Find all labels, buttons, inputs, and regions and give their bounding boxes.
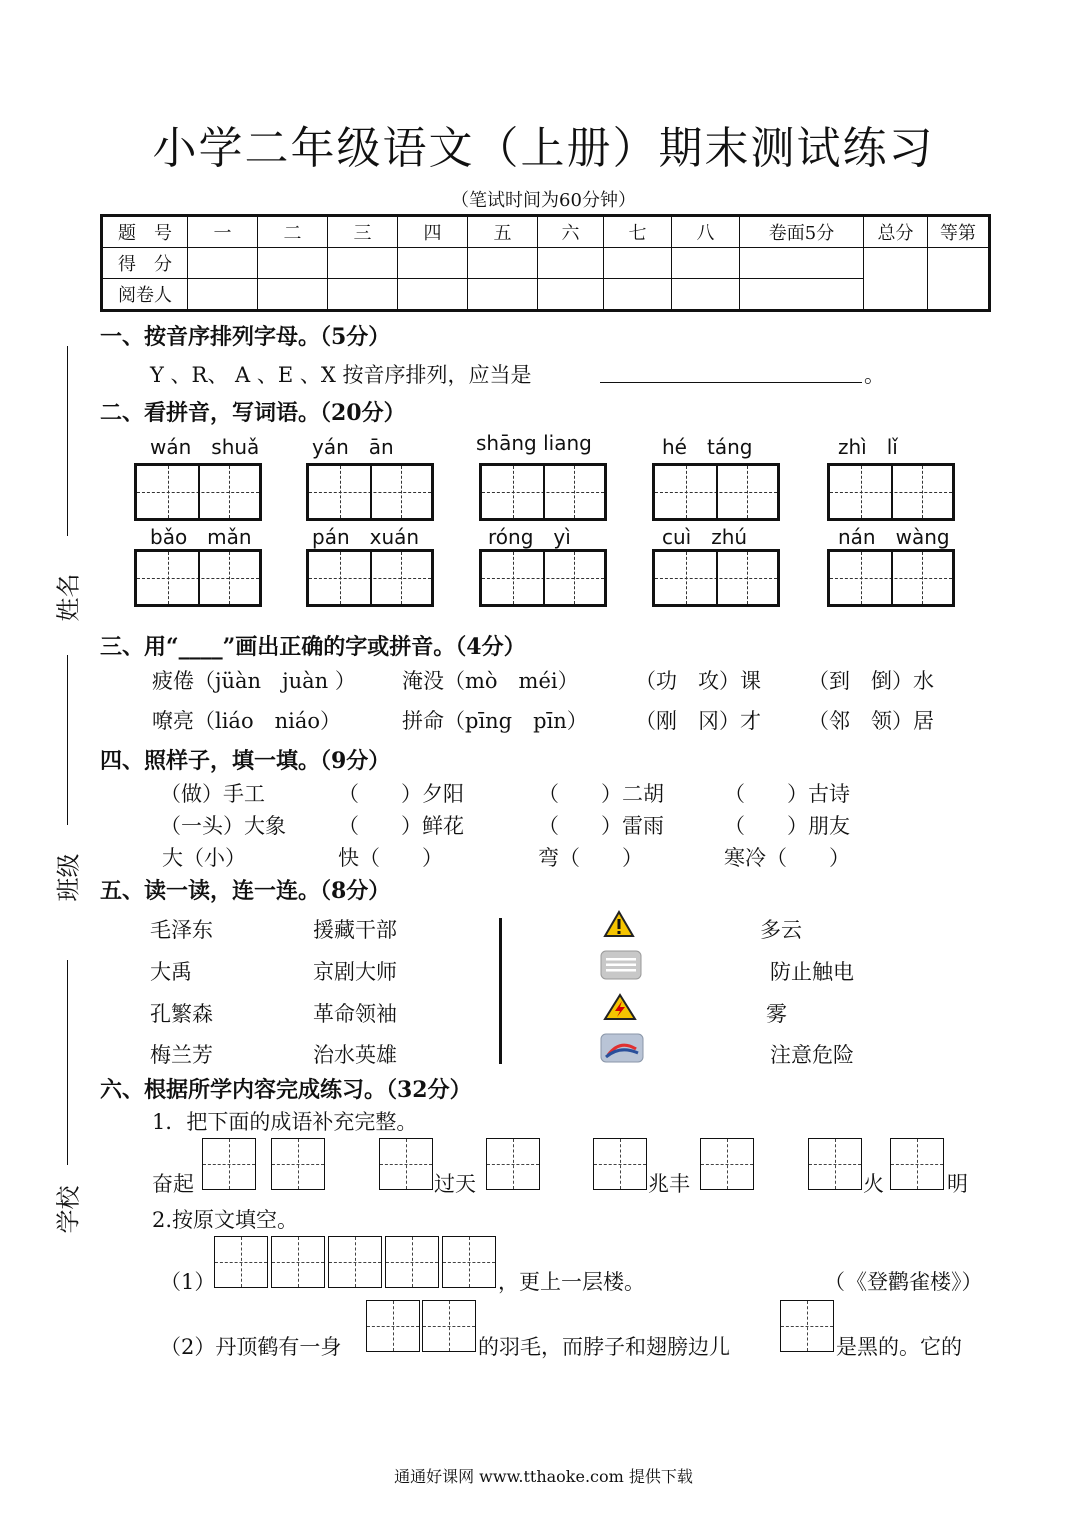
writing-box[interactable] <box>134 549 262 607</box>
person-role[interactable]: 治水英雄 <box>313 1043 397 1067</box>
header-cell: 七 <box>604 216 672 248</box>
section-5-heading: 五、读一读，连一连。（8分） <box>100 878 391 904</box>
writing-box[interactable] <box>134 463 262 521</box>
idiom-text: 兆丰 <box>648 1172 690 1196</box>
pinyin-label: shāng liang <box>476 431 592 455</box>
class-label: 班级 <box>54 853 83 902</box>
score-row <box>102 248 990 279</box>
section-1-end: 。 <box>864 363 885 387</box>
fill-item[interactable]: （ ）古诗 <box>724 782 850 806</box>
poem-box[interactable] <box>271 1236 325 1288</box>
idiom-box[interactable] <box>379 1138 433 1190</box>
passage-text: （2）丹顶鹤有一身 <box>160 1335 342 1359</box>
poem-box[interactable] <box>328 1236 382 1288</box>
header-cell: 题 号 <box>102 216 188 248</box>
score-cell[interactable] <box>328 248 398 279</box>
fill-item[interactable]: （ ）雷雨 <box>538 814 664 838</box>
section-6-heading: 六、根据所学内容完成练习。（32分） <box>100 1077 472 1103</box>
header-cell: 五 <box>468 216 538 248</box>
writing-box[interactable] <box>652 463 780 521</box>
poem-source: 《登鹳雀楼》） <box>846 1270 983 1294</box>
person-name[interactable]: 大禹 <box>150 960 192 984</box>
fill-item[interactable]: 寒冷（ ） <box>724 846 850 870</box>
header-cell: 六 <box>538 216 604 248</box>
choice-item[interactable]: 疲倦（jüàn juàn ） <box>152 669 356 693</box>
section-2-heading: 二、看拼音，写词语。（20分） <box>100 400 406 426</box>
pinyin-label: nán wàng <box>838 525 950 549</box>
person-name[interactable]: 梅兰芳 <box>150 1043 213 1067</box>
fill-item[interactable]: （ ）二胡 <box>538 782 664 806</box>
grader-cell[interactable] <box>672 279 740 311</box>
pinyin-label: hé táng <box>662 435 753 459</box>
header-cell: 等第 <box>928 216 990 248</box>
icon-meaning[interactable]: 多云 <box>760 918 802 942</box>
choice-item[interactable]: （到 倒）水 <box>808 669 934 693</box>
idiom-text: 火 <box>863 1172 884 1196</box>
fill-item[interactable]: 快（ ） <box>338 846 443 870</box>
total-score-cell[interactable] <box>864 248 928 311</box>
writing-box[interactable] <box>652 549 780 607</box>
icon-meaning[interactable]: 雾 <box>766 1002 787 1026</box>
pinyin-label: bǎo mǎn <box>150 525 252 549</box>
grade-cell[interactable] <box>928 248 990 311</box>
fill-item[interactable]: 弯（ ） <box>538 846 643 870</box>
pinyin-label: pán xuán <box>312 525 420 549</box>
warning-triangle-icon[interactable] <box>603 910 635 938</box>
poem-box[interactable] <box>214 1236 268 1288</box>
score-cell[interactable] <box>538 248 604 279</box>
writing-box[interactable] <box>827 549 955 607</box>
choice-item[interactable]: 拼命（pīng pīn） <box>402 709 588 733</box>
poem-number: （1） <box>160 1270 216 1294</box>
writing-box[interactable] <box>827 463 955 521</box>
score-cell[interactable] <box>258 248 328 279</box>
choice-item[interactable]: （邻 领）居 <box>808 709 934 733</box>
writing-box[interactable] <box>479 549 607 607</box>
cloudy-weather-icon[interactable] <box>600 1033 644 1063</box>
header-cell: 总分 <box>864 216 928 248</box>
icon-meaning[interactable]: 防止触电 <box>770 960 854 984</box>
footer-text: 通通好课网 www.tthaoke.com 提供下载 <box>394 1467 693 1486</box>
person-role[interactable]: 京剧大师 <box>313 960 397 984</box>
margin-line <box>67 346 68 536</box>
idiom-box[interactable] <box>202 1138 256 1190</box>
poem-box[interactable] <box>442 1236 496 1288</box>
person-role[interactable]: 革命领袖 <box>313 1002 397 1026</box>
idiom-box[interactable] <box>808 1138 862 1190</box>
idiom-box[interactable] <box>271 1138 325 1190</box>
score-cell[interactable] <box>740 248 864 279</box>
choice-item[interactable]: 嘹亮（liáo niáo） <box>152 709 341 733</box>
idiom-text: 奋起 <box>152 1172 194 1196</box>
passage-text: 是黑的。它的 <box>836 1335 962 1359</box>
header-cell: 八 <box>672 216 740 248</box>
passage-box[interactable] <box>366 1300 420 1352</box>
lightning-warning-icon[interactable] <box>603 993 637 1021</box>
score-header-row <box>102 216 990 248</box>
choice-item[interactable]: （刚 冈）才 <box>635 709 761 733</box>
idiom-box[interactable] <box>700 1138 754 1190</box>
question-1: 1．把下面的成语补充完整。 <box>152 1110 418 1134</box>
grader-cell[interactable] <box>740 279 864 311</box>
school-label: 学校 <box>54 1185 83 1234</box>
choice-item[interactable]: 淹没（mò méi） <box>402 669 579 693</box>
fog-lines-icon[interactable] <box>600 950 642 980</box>
idiom-box[interactable] <box>593 1138 647 1190</box>
page-title: 小学二年级语文（上册）期末测试练习 <box>152 123 935 174</box>
poem-source-open: （ <box>824 1270 845 1294</box>
header-cell: 四 <box>398 216 468 248</box>
margin-line <box>67 960 68 1165</box>
passage-box[interactable] <box>780 1300 834 1352</box>
answer-blank[interactable] <box>600 357 862 383</box>
row-label: 阅卷人 <box>102 279 188 311</box>
idiom-box[interactable] <box>890 1138 944 1190</box>
pinyin-label: róng yì <box>488 525 571 549</box>
header-cell: 二 <box>258 216 328 248</box>
writing-box[interactable] <box>306 549 434 607</box>
fill-item[interactable]: （ ）夕阳 <box>338 782 464 806</box>
fill-item: （一头）大象 <box>160 814 286 838</box>
row-label: 得 分 <box>102 248 188 279</box>
choice-item[interactable]: （功 攻）课 <box>635 669 761 693</box>
margin-line <box>67 655 68 825</box>
section-1-text: Y 、R、 A 、E 、X 按音序排列，应当是 <box>150 363 532 387</box>
header-cell: 卷面5分 <box>740 216 864 248</box>
person-role[interactable]: 援藏干部 <box>313 918 397 942</box>
section-4-heading: 四、照样子，填一填。（9分） <box>100 748 391 774</box>
person-name[interactable]: 毛泽东 <box>150 918 213 942</box>
fill-item: 大（小） <box>162 846 246 870</box>
grader-cell[interactable] <box>468 279 538 311</box>
header-cell: 三 <box>328 216 398 248</box>
pinyin-label: cuì zhú <box>662 525 748 549</box>
idiom-text: 明 <box>947 1172 968 1196</box>
poem-box[interactable] <box>385 1236 439 1288</box>
name-label: 姓名 <box>54 573 83 622</box>
fill-item[interactable]: （ ）朋友 <box>724 814 850 838</box>
score-cell[interactable] <box>468 248 538 279</box>
grader-cell[interactable] <box>538 279 604 311</box>
person-name[interactable]: 孔繁森 <box>150 1002 213 1026</box>
question-2: 2.按原文填空。 <box>152 1208 299 1232</box>
icon-meaning[interactable]: 注意危险 <box>770 1043 854 1067</box>
score-cell[interactable] <box>188 248 258 279</box>
score-cell[interactable] <box>604 248 672 279</box>
section-divider <box>499 918 502 1064</box>
header-cell: 一 <box>188 216 258 248</box>
writing-box[interactable] <box>479 463 607 521</box>
pinyin-label: wán shuǎ <box>150 435 260 459</box>
page-subtitle: （笔试时间为60分钟） <box>451 190 636 211</box>
grader-cell[interactable] <box>258 279 328 311</box>
writing-box[interactable] <box>306 463 434 521</box>
grader-cell[interactable] <box>328 279 398 311</box>
grader-cell[interactable] <box>398 279 468 311</box>
pinyin-label: yán ān <box>312 435 394 459</box>
score-table <box>100 214 991 312</box>
fill-item: （做）手工 <box>160 782 265 806</box>
passage-text: 的羽毛，而脖子和翅膀边儿 <box>478 1335 730 1359</box>
grader-row <box>102 279 990 311</box>
pinyin-label: zhì lǐ <box>838 435 898 459</box>
grader-cell[interactable] <box>604 279 672 311</box>
score-cell[interactable] <box>398 248 468 279</box>
section-3-heading: 三、用“____”画出正确的字或拼音。（4分） <box>100 634 526 660</box>
idiom-box[interactable] <box>486 1138 540 1190</box>
passage-box[interactable] <box>422 1300 476 1352</box>
idiom-text: 过天 <box>434 1172 476 1196</box>
grader-cell[interactable] <box>188 279 258 311</box>
section-1-heading: 一、按音序排列字母。（5分） <box>100 324 391 350</box>
score-cell[interactable] <box>672 248 740 279</box>
poem-text: ，更上一层楼。 <box>498 1270 645 1294</box>
fill-item[interactable]: （ ）鲜花 <box>338 814 464 838</box>
